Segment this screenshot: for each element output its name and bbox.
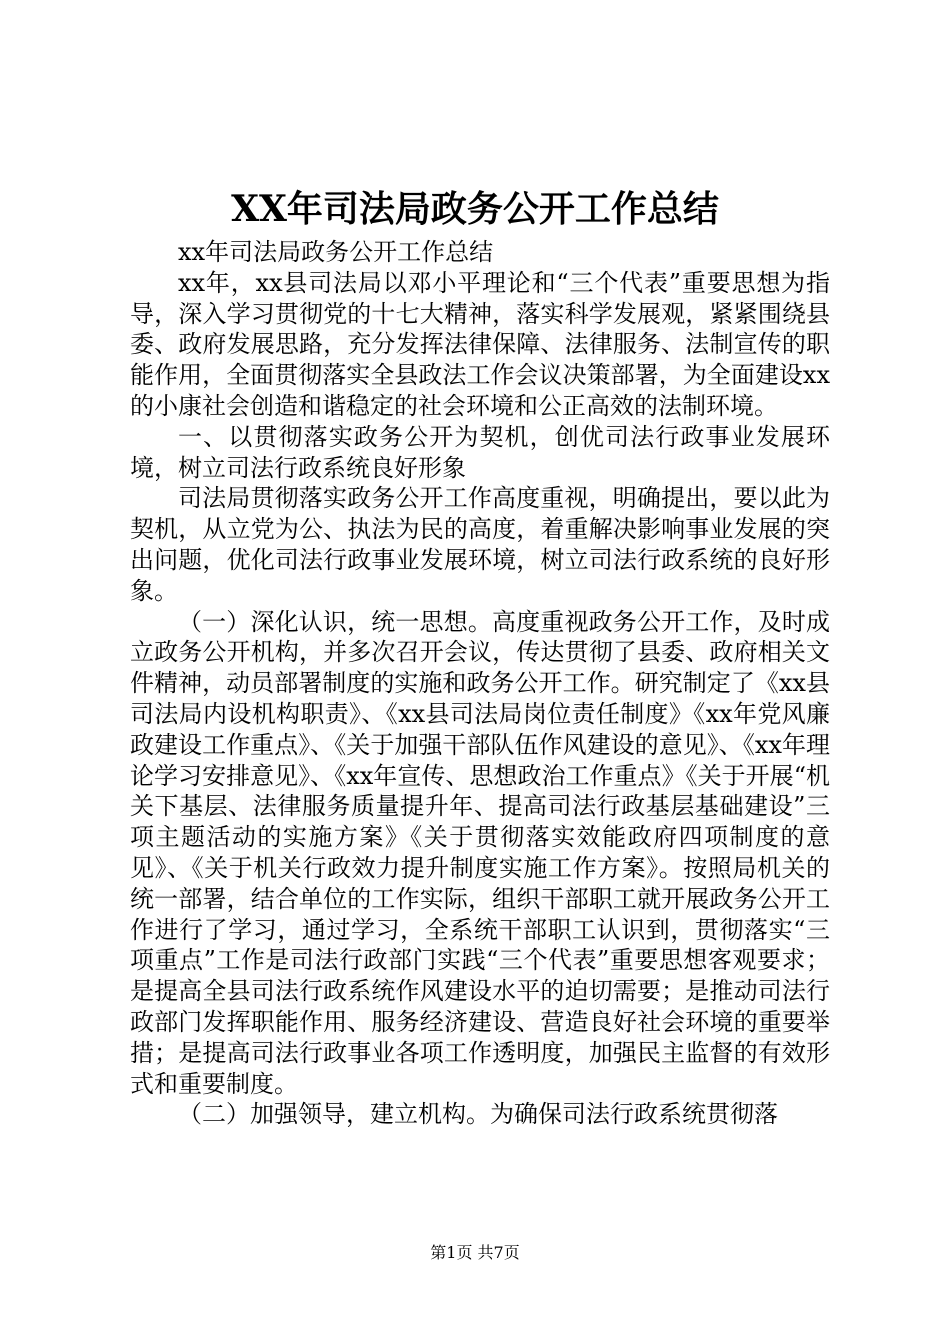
document-title: XX年司法局政务公开工作总结 bbox=[231, 188, 719, 230]
paragraph-section-1: 司法局贯彻落实政务公开工作高度重视，明确提出，要以此为契机，从立党为公、执法为民的高度，着重解决影响事业发展的突出问题，优化司法行政事业发展环境，树立司法行政系统的良好形象。 bbox=[130, 484, 830, 605]
paragraph-intro: xx年，xx县司法局以邓小平理论和“三个代表”重要思想为指导，深入学习贯彻党的十七大精神，落实科学发展观，紧紧围绕县委、政府发展思路，充分发挥法律保障、法律服务、法制宣传的职能作用，全面贯彻落实全县政法工作会议决策部署，为全面建设xx的小康社会创造和谐稳定的社会环境和公正高效的法制环境。 bbox=[130, 268, 830, 420]
paragraph-subsection-2: （二）加强领导，建立机构。为确保司法行政系统贯彻落 bbox=[178, 1100, 778, 1129]
page-number: 第1页 共7页 bbox=[430, 1243, 520, 1262]
document-body bbox=[130, 237, 830, 1130]
paragraph-subsection-1: （一）深化认识，统一思想。高度重视政务公开工作，及时成立政务公开机构，并多次召开会议，传达贯彻了县委、政府相关文件精神，动员部署制度的实施和政务公开工作。研究制定了《xx县司法局内设机构职责》、《xx县司法局岗位责任制度》《xx年党风廉政建设工作重点》、《关于加强干部队伍作风建设的意见》、《xx年理论学习安排意见》、《xx年宣传、思想政治工作重点》《关于开展“机关下基层、法律服务质量提升年、提高司法行政基层基础建设”三项主题活动的实施方案》《关于贯彻落实效能政府四项制度的意见》、《关于机关行政效力提升制度实施工作方案》。按照局机关的统一部署，结合单位的工作实际，组织干部职工就开展政务公开工作进行了学习，通过学习，全系统干部职工认识到，贯彻落实“三项重点”工作是司法行政部门实践“三个代表”重要思想客观要求；是提高全县司法行政系统作风建设水平的迫切需要；是推动司法行政部门发挥职能作用、服务经济建设、营造良好社会环境的重要举措；是提高司法行政事业各项工作透明度，加强民主监督的有效形式和重要制度。 bbox=[130, 607, 830, 1098]
paragraph-subtitle: xx年司法局政务公开工作总结 bbox=[178, 238, 494, 266]
section-heading-1: 一、以贯彻落实政务公开为契机，创优司法行政事业发展环境，树立司法行政系统良好形象 bbox=[130, 422, 830, 482]
